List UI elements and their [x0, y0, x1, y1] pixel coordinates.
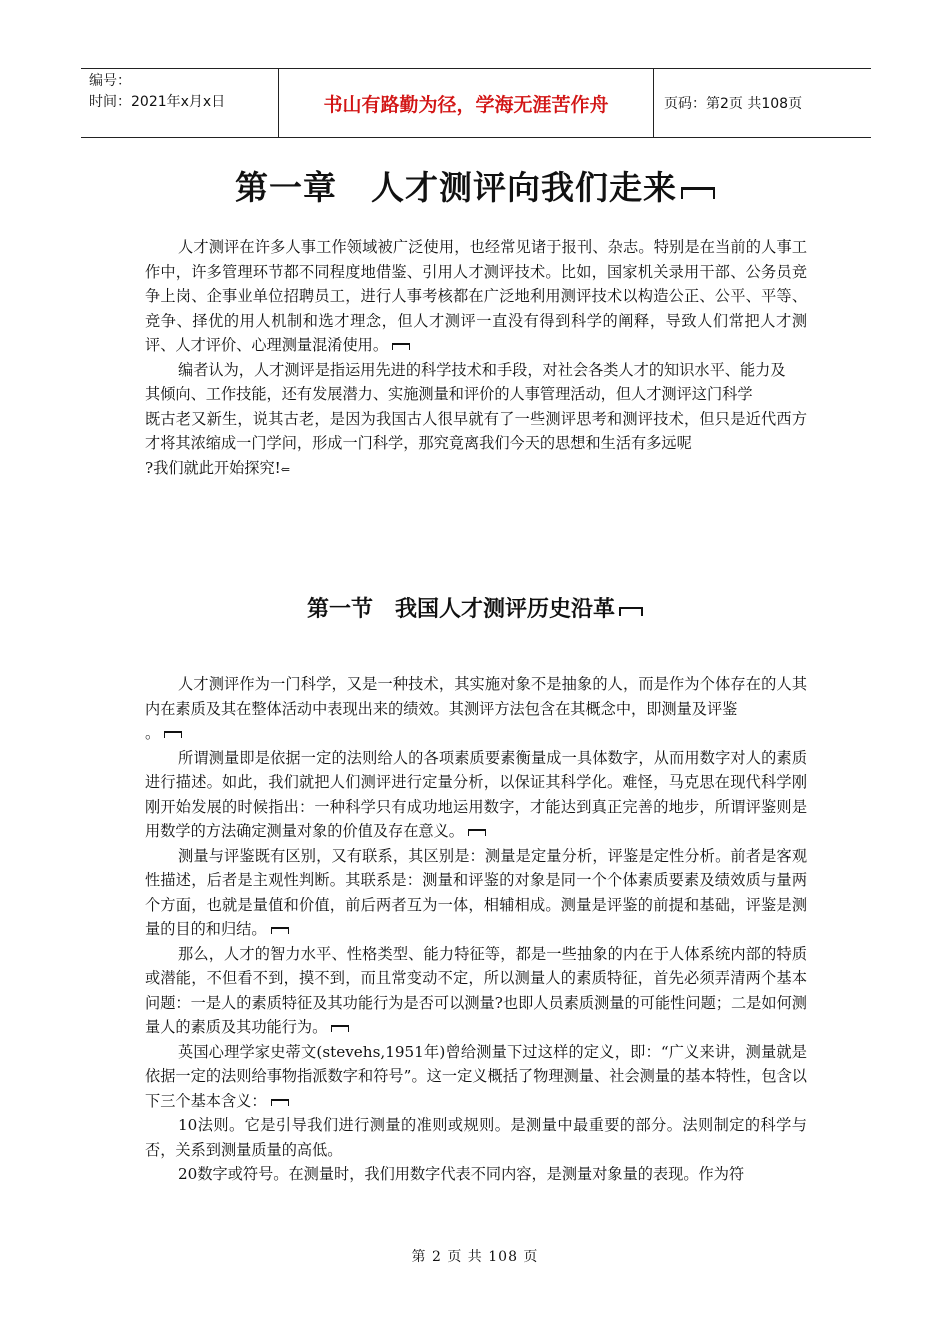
return-mark-icon — [271, 927, 289, 934]
paragraph: 既古老又新生，说其古老，是因为我国古人很早就有了一些测评思考和测评技术，但只是近代西方才将其浓缩成一门学问，形成一门科学，那究竟离我们今天的思想和生活有多远呢 — [145, 409, 807, 452]
paragraph: 英国心理学家史蒂文(stevehs,1951年)曾给测量下过这样的定义，即：“广义来讲，测量就是依据一定的法则给事物指派数字和符号”。这一定义概括了物理测量、社会测量的基本特性，包含以下三个基本含义： — [145, 1042, 807, 1110]
chapter-heading — [0, 162, 950, 209]
return-mark-icon — [468, 829, 486, 836]
return-mark-icon — [164, 731, 182, 738]
intro-body — [145, 235, 807, 482]
paragraph: 10法则。它是引导我们进行测量的准则或规则。是测量中最重要的部分。法则制定的科学与否，关系到测量质量的高低。 — [145, 1116, 807, 1159]
section-heading — [0, 592, 950, 623]
number-label: 编号： — [89, 73, 131, 89]
page-footer: 第 2 页 共 108 页 — [411, 1249, 539, 1265]
section-title: 第一节 我国人才测评历史沿革 — [306, 597, 615, 622]
header-motto: 书山有路勤为径，学海无涯苦作舟 — [279, 69, 654, 137]
header-page-info: 页码：第2页 共108页 — [664, 96, 803, 112]
paragraph: 其倾向、工作技能，还有发展潜力、实施测量和评价的人事管理活动，但人才测评这门科学 — [145, 385, 753, 403]
arrow-mark-icon: ⇐ — [280, 462, 290, 476]
header-meta-cell — [81, 69, 279, 137]
return-mark-icon — [331, 1025, 349, 1032]
return-mark-icon — [392, 343, 410, 350]
chapter-title: 第一章 人才测评向我们走来 — [235, 168, 677, 207]
paragraph: 编者认为，人才测评是指运用先进的科学技术和手段，对社会各类人才的知识水平、能力及 — [178, 360, 786, 379]
paragraph: 那么，人才的智力水平、性格类型、能力特征等，都是一些抽象的内在于人体系统内部的特质或潜能，不但看不到，摸不到，而且常变动不定，所以测量人的素质特征，首先必须弄清两个基本问题：一是人的素质特征及其功能行为是否可以测量?也即人员素质测量的可能性问题；二是如何测量人的素质及其功能行为。 — [145, 944, 807, 1036]
paragraph: 人才测评作为一门科学，又是一种技术，其实施对象不是抽象的人，而是作为个体存在的人其内在素质及其在整体活动中表现出来的绩效。其测评方法包含在其概念中，即测量及评鉴 — [145, 675, 807, 718]
paragraph: 。 — [145, 721, 807, 746]
return-mark-icon — [681, 187, 715, 199]
header-table — [81, 68, 871, 138]
paragraph: 所谓测量即是依据一定的法则给人的各项素质要素衡量成一具体数字，从而用数字对人的素质进行描述。如此，我们就把人们测评进行定量分析，以保证其科学化。难怪，马克思在现代科学刚刚开始发展的时候指出：一种科学只有成功地运用数字，才能达到真正完善的地步，所谓评鉴则是用数学的方法确定测量对象的价值及存在意义。 — [145, 748, 807, 840]
return-mark-icon — [271, 1099, 289, 1106]
paragraph: ?我们就此开始探究!⇐ — [145, 458, 290, 477]
return-mark-icon — [619, 607, 643, 616]
section-body — [145, 672, 807, 1187]
paragraph: 人才测评在许多人事工作领域被广泛使用，也经常见诸于报刊、杂志。特别是在当前的人事工作中，许多管理环节都不同程度地借鉴、引用人才测评技术。比如，国家机关录用干部、公务员竞争上岗、企事业单位招聘员工，进行人事考核都在广泛地利用测评技术以构造公正、公平、平等、竞争、择优的用人机制和选才理念，但人才测评一直没有得到科学的阐释，导致人们常把人才测评、人才评价、心理测量混淆使用。 — [145, 238, 807, 354]
paragraph: 测量与评鉴既有区别，又有联系，其区别是：测量是定量分析，评鉴是定性分析。前者是客观性描述，后者是主观性判断。其联系是：测量和评鉴的对象是同一个个体素质要素及绩效质与量两个方面，也就是量值和价值，前后两者互为一体，相辅相成。测量是评鉴的前提和基础，评鉴是测量的目的和归结。 — [145, 846, 807, 938]
time-label: 时间：2021年x月x日 — [89, 94, 226, 110]
paragraph: 20数字或符号。在测量时，我们用数字代表不同内容，是测量对象量的表现。作为符 — [178, 1165, 745, 1183]
